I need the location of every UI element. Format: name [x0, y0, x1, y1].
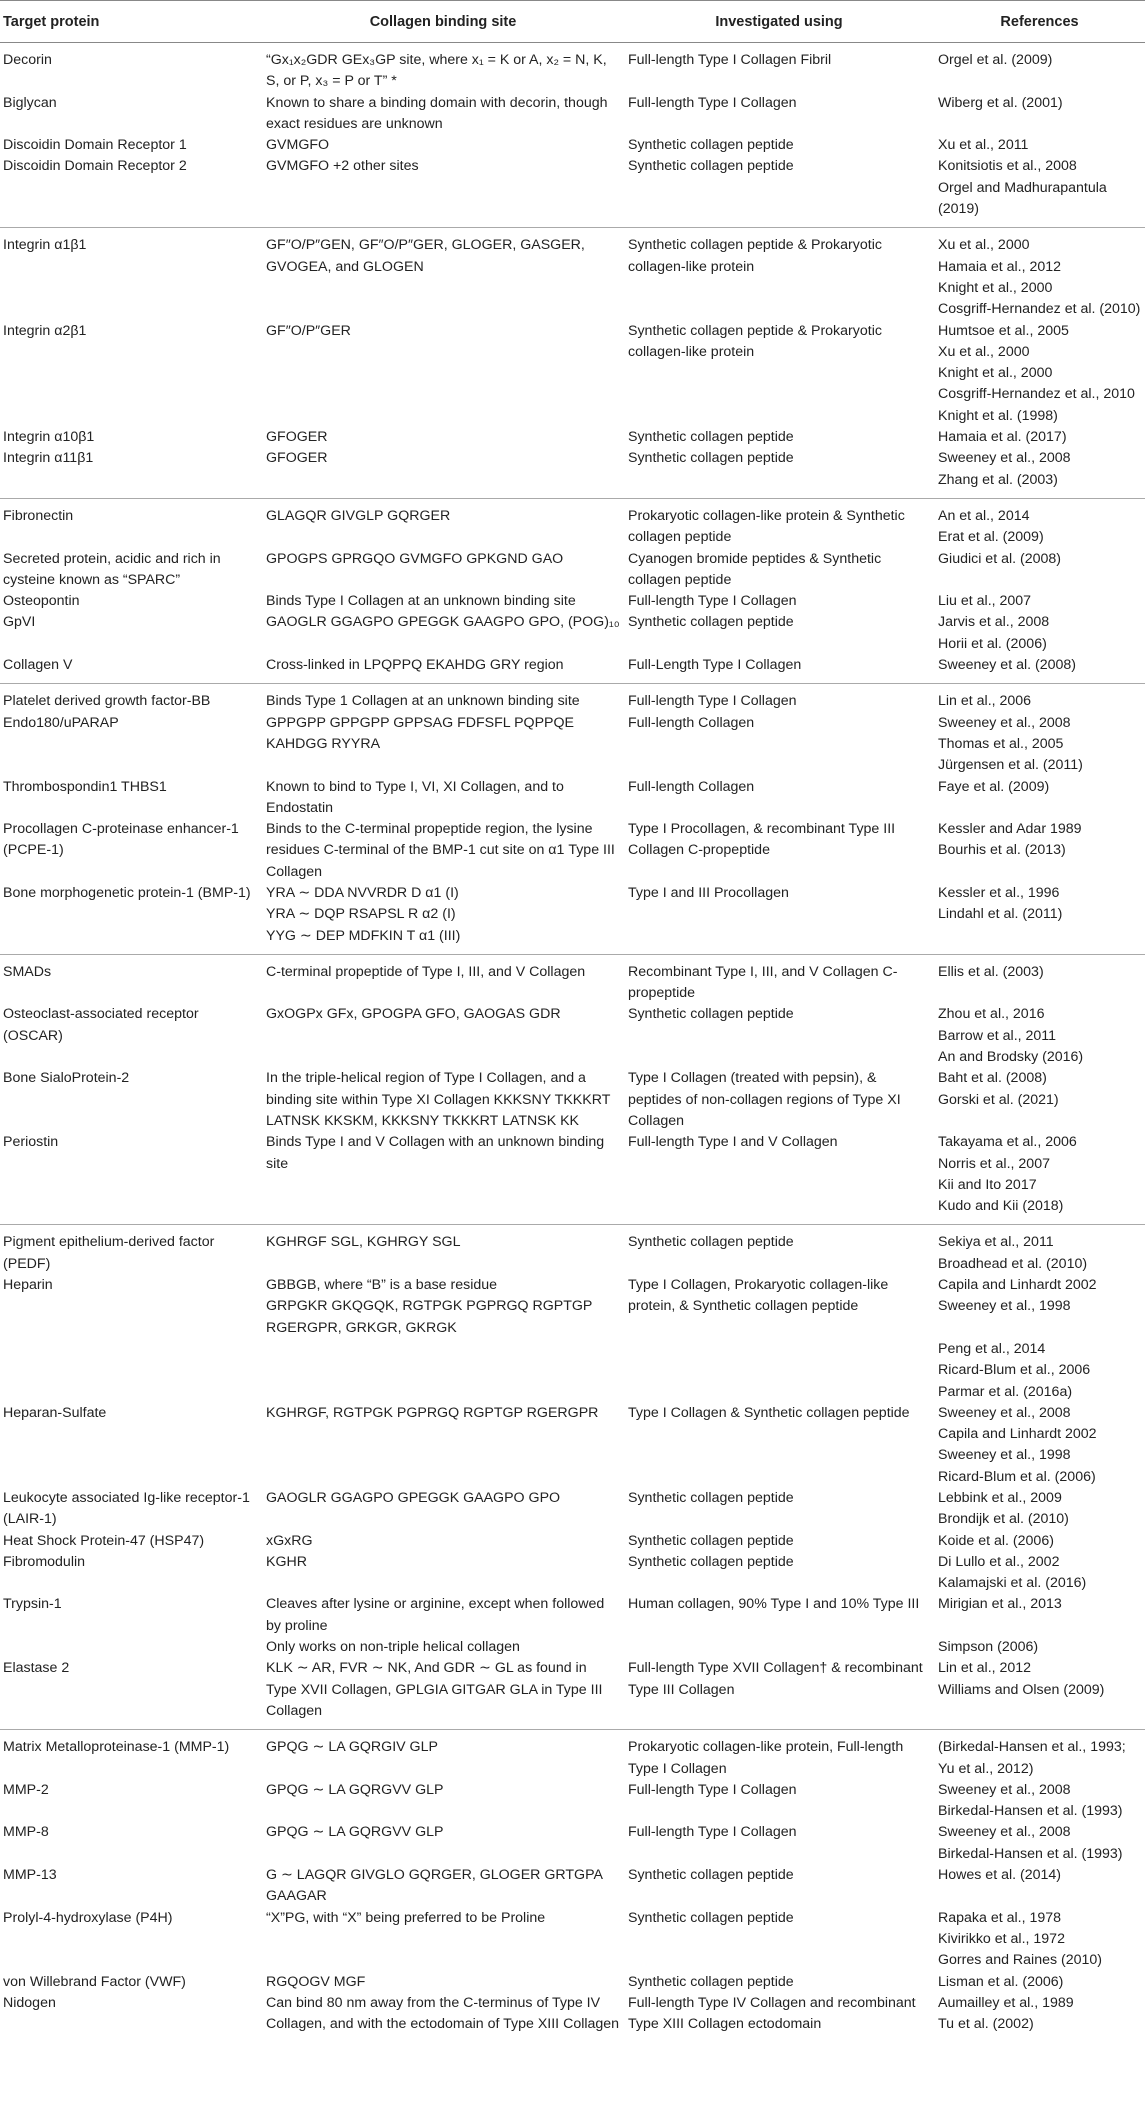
binding-site-cell: xGxRG: [266, 1532, 313, 1549]
target-protein-cell: Fibronectin: [3, 507, 74, 524]
references-cell: Liu et al., 2007: [938, 593, 1032, 610]
target-protein-cell: Fibromodulin: [3, 1553, 86, 1570]
table-row: [0, 1403, 1145, 1488]
table-row: [0, 1132, 1145, 1225]
table-row: [0, 1552, 1145, 1595]
investigated-using-cell: Synthetic collagen peptide: [624, 156, 934, 227]
target-protein-cell: Procollagen C-proteinase enhancer-1 (PCPE-1): [3, 821, 239, 859]
target-protein-cell: Matrix Metalloproteinase-1 (MMP-1): [3, 1739, 230, 1756]
table-row: [0, 427, 1145, 448]
binding-site-cell: KGHRGF SGL, KGHRGY SGL: [266, 1234, 461, 1251]
target-protein-cell: Secreted protein, acidic and rich in cysteine known as “SPARC”: [3, 550, 221, 588]
target-protein-cell: Integrin α11β1: [0, 448, 262, 498]
binding-site-cell: G ∼ LAGQR GIVGLO GQRGER, GLOGER GRTGPA GAAGAR: [266, 1867, 603, 1905]
table-row: [0, 228, 1145, 321]
binding-site-cell: GPPGPP GPPGPP GPPSAG FDFSFL PQPPQE KAHDGG RYYRA: [266, 714, 575, 752]
references-cell: Xu et al., 2011: [938, 137, 1029, 154]
investigated-using-cell: Full-length Type IV Collagen and recombinant Type XIII Collagen ectodomain: [628, 1994, 916, 2033]
investigated-using-cell: Synthetic collagen peptide: [628, 1490, 794, 1506]
header-collagen-binding-site: Collagen binding site: [262, 1, 624, 43]
header-investigated-using: Investigated using: [624, 1, 934, 43]
investigated-using-cell: Full-length Collagen: [628, 714, 755, 731]
references-cell: Lin et al., 2012 Williams and Olsen (2009): [934, 1658, 1145, 1729]
references-cell: Mirigian et al., 2013 Simpson (2006): [938, 1596, 1062, 1656]
target-protein-cell: Nidogen: [3, 1994, 56, 2011]
table-row: [0, 549, 1145, 592]
references-cell: Lin et al., 2006: [938, 693, 1032, 710]
header-references: References: [934, 1, 1145, 43]
table-row: [0, 591, 1145, 612]
investigated-using-cell: Synthetic collagen peptide: [628, 137, 794, 154]
table-row: [0, 93, 1145, 136]
references-cell: Giudici et al. (2008): [938, 550, 1062, 567]
investigated-using-cell: Synthetic collagen peptide: [624, 448, 934, 498]
references-cell: Lebbink et al., 2009 Brondijk et al. (2010): [938, 1490, 1069, 1528]
investigated-using-cell: Full-length Collagen: [628, 778, 755, 795]
investigated-using-cell: Synthetic collagen peptide & Prokaryotic collagen-like protein: [628, 237, 882, 275]
table-header: [0, 1, 1145, 43]
investigated-using-cell: Full-length Type I Collagen: [628, 593, 797, 610]
table-row: [0, 1972, 1145, 1993]
table-row: [0, 43, 1145, 93]
target-protein-cell: MMP-2: [3, 1781, 49, 1798]
references-cell: Sweeney et al., 2008 Birkedal-Hansen et al. (1993): [938, 1824, 1123, 1862]
references-cell: Capila and Linhardt 2002 Sweeney et al., 1998 Peng et al., 2014 Ricard-Blum et al., 2006 Parmar et al. (2016a): [938, 1277, 1097, 1400]
investigated-using-cell: Full-length Type I Collagen: [628, 1781, 797, 1798]
table-row: [0, 498, 1145, 548]
investigated-using-cell: Type I Collagen & Synthetic collagen peptide: [628, 1404, 910, 1421]
binding-site-cell: KLK ∼ AR, FVR ∼ NK, And GDR ∼ GL as found in Type XVII Collagen, GPLGIA GITGAR GLA in Type III Collagen: [262, 1658, 624, 1729]
references-cell: Sweeney et al., 2008 Capila and Linhardt 2002 Sweeney et al., 1998 Ricard-Blum et al. (2006): [938, 1404, 1097, 1485]
binding-site-cell: RGQOGV MGF: [266, 1973, 366, 1990]
references-cell: Jarvis et al., 2008 Horii et al. (2006): [938, 614, 1050, 652]
references-cell: Konitsiotis et al., 2008 Orgel and Madhurapantula (2019): [934, 156, 1145, 227]
references-cell: Sekiya et al., 2011 Broadhead et al. (2010): [938, 1234, 1088, 1272]
target-protein-cell: Platelet derived growth factor-BB: [3, 693, 211, 710]
investigated-using-cell: Synthetic collagen peptide: [628, 1234, 794, 1251]
header-target-protein: Target protein: [0, 1, 262, 43]
investigated-using-cell: Synthetic collagen peptide & Prokaryotic collagen-like protein: [628, 322, 882, 360]
target-protein-cell: Discoidin Domain Receptor 1: [3, 137, 187, 154]
references-cell: Ellis et al. (2003): [938, 963, 1044, 980]
header-row: [0, 1, 1145, 43]
binding-site-cell: C-terminal propeptide of Type I, III, and V Collagen: [266, 963, 586, 980]
target-protein-cell: Heparin: [3, 1277, 53, 1294]
target-protein-cell: Heparan-Sulfate: [3, 1404, 107, 1421]
binding-site-cell: GFOGER: [266, 429, 328, 446]
table-row: [0, 1594, 1145, 1658]
table-row: [0, 448, 1145, 498]
target-protein-cell: Discoidin Domain Receptor 2: [0, 156, 262, 227]
binding-site-cell: GPQG ∼ LA GQRGVV GLP: [266, 1781, 444, 1798]
references-cell: Humtsoe et al., 2005 Xu et al., 2000 Knight et al., 2000 Cosgriff-Hernandez et al., 2010 Knight et al. (1998): [938, 322, 1135, 424]
investigated-using-cell: Full-length Type I and V Collagen: [624, 1132, 934, 1225]
target-protein-cell: Osteopontin: [3, 593, 80, 610]
table-row: [0, 135, 1145, 156]
table-row: [0, 1275, 1145, 1403]
target-protein-cell: Heat Shock Protein-47 (HSP47): [3, 1532, 205, 1549]
references-cell: Koide et al. (2006): [938, 1532, 1054, 1549]
references-cell: An et al., 2014 Erat et al. (2009): [938, 507, 1044, 546]
target-protein-cell: Leukocyte associated Ig-like receptor-1 (LAIR-1): [3, 1490, 250, 1528]
binding-site-cell: Binds Type I and V Collagen with an unknown binding site: [262, 1132, 624, 1225]
target-protein-cell: Osteoclast-associated receptor (OSCAR): [3, 1006, 199, 1044]
binding-site-cell: Cleaves after lysine or arginine, except when followed by proline Only works on non-triple helical collagen: [266, 1596, 605, 1656]
table-row: [0, 1993, 1145, 2043]
investigated-using-cell: Full-length Type I Collagen Fibril: [628, 52, 832, 68]
references-cell: Aumailley et al., 1989 Tu et al. (2002): [938, 1994, 1074, 2033]
binding-site-cell: “X”PG, with “X” being preferred to be Proline: [266, 1909, 546, 1926]
target-protein-cell: GpVI: [3, 614, 36, 631]
target-protein-cell: Integrin α1β1: [3, 237, 87, 254]
investigated-using-cell: Full-length Type I Collagen: [628, 693, 797, 710]
table-row: [0, 1225, 1145, 1275]
table-row: [0, 777, 1145, 820]
table-row: [0, 655, 1145, 684]
binding-site-cell: Binds Type 1 Collagen at an unknown binding site: [266, 693, 580, 710]
table-row: [0, 1658, 1145, 1729]
target-protein-cell: von Willebrand Factor (VWF): [3, 1973, 186, 1990]
investigated-using-cell: Type I and III Procollagen: [624, 883, 934, 954]
investigated-using-cell: Type I Procollagen, & recombinant Type III Collagen C-propeptide: [628, 821, 896, 859]
binding-site-cell: GPQG ∼ LA GQRGVV GLP: [266, 1824, 444, 1841]
target-protein-cell: SMADs: [3, 963, 52, 980]
references-cell: Takayama et al., 2006 Norris et al., 2007 Kii and Ito 2017 Kudo and Kii (2018): [934, 1132, 1145, 1225]
investigated-using-cell: Synthetic collagen peptide: [628, 429, 794, 446]
investigated-using-cell: Synthetic collagen peptide: [628, 1909, 794, 1926]
target-protein-cell: Integrin α2β1: [3, 322, 87, 339]
investigated-using-cell: Type I Collagen (treated with pepsin), & peptides of non-collagen regions of Type XI Collagen: [628, 1070, 901, 1129]
binding-site-cell: “Gx₁x₂GDR GEx₃GP site, where x₁ = K or A, x₂ = N, K, S, or P, x₃ = P or T” *: [266, 52, 607, 90]
investigated-using-cell: Synthetic collagen peptide: [628, 1973, 794, 1990]
binding-site-cell: GVMGFO: [266, 137, 330, 154]
table-row: [0, 1908, 1145, 1972]
binding-site-cell: YRA ∼ DDA NVVRDR D α1 (I) YRA ∼ DQP RSAPSL R α2 (I) YYG ∼ DEP MDFKIN T α1 (III): [262, 883, 624, 954]
binding-site-cell: GAOGLR GGAGPO GPEGGK GAAGPO GPO, (POG)₁₀: [266, 614, 620, 631]
references-cell: Wiberg et al. (2001): [938, 94, 1063, 111]
references-cell: Hamaia et al. (2017): [938, 429, 1067, 446]
table-row: [0, 156, 1145, 227]
binding-site-cell: GF″O/P″GEN, GF″O/P″GER, GLOGER, GASGER, GVOGEA, and GLOGEN: [266, 237, 585, 275]
investigated-using-cell: Synthetic collagen peptide: [628, 1532, 794, 1549]
table-row: [0, 612, 1145, 655]
table-row: [0, 1004, 1145, 1068]
target-protein-cell: Pigment epithelium-derived factor (PEDF): [3, 1234, 215, 1272]
references-cell: Orgel et al. (2009): [938, 52, 1053, 68]
references-cell: Sweeney et al., 2008 Zhang et al. (2003): [934, 448, 1145, 498]
investigated-using-cell: Recombinant Type I, III, and V Collagen C-propeptide: [628, 963, 898, 1002]
binding-site-cell: KGHRGF, RGTPGK PGPRGQ RGPTGP RGERGPR: [266, 1404, 599, 1421]
investigated-using-cell: Synthetic collagen peptide: [628, 1867, 794, 1884]
binding-site-cell: GxOGPx GFx, GPOGPA GFO, GAOGAS GDR: [266, 1006, 561, 1023]
table-row: [0, 1865, 1145, 1908]
references-cell: Xu et al., 2000 Hamaia et al., 2012 Knight et al., 2000 Cosgriff-Hernandez et al. (2010): [938, 237, 1141, 318]
investigated-using-cell: Full-length Type I Collagen: [628, 94, 797, 111]
target-protein-cell: Bone SialoProtein-2: [3, 1070, 130, 1087]
investigated-using-cell: Full-length Type I Collagen: [628, 1824, 797, 1841]
target-protein-cell: Collagen V: [0, 655, 262, 684]
target-protein-cell: Decorin: [3, 52, 52, 68]
references-cell: Sweeney et al. (2008): [934, 655, 1145, 684]
target-protein-cell: Endo180/uPARAP: [3, 714, 119, 731]
table-row: [0, 684, 1145, 713]
target-protein-cell: Thrombospondin1 THBS1: [3, 778, 167, 795]
references-cell: Faye et al. (2009): [938, 778, 1050, 795]
target-protein-cell: MMP-8: [3, 1824, 49, 1841]
investigated-using-cell: Type I Collagen, Prokaryotic collagen-like protein, & Synthetic collagen peptide: [628, 1277, 889, 1315]
table-row: [0, 713, 1145, 777]
investigated-using-cell: Prokaryotic collagen-like protein & Synthetic collagen peptide: [628, 507, 905, 546]
table-row: [0, 883, 1145, 954]
table-row: [0, 1780, 1145, 1823]
table-row: [0, 1531, 1145, 1552]
binding-site-cell: Binds Type I Collagen at an unknown binding site: [266, 593, 576, 610]
references-cell: Sweeney et al., 2008 Birkedal-Hansen et al. (1993): [938, 1781, 1123, 1820]
binding-site-cell: GPQG ∼ LA GQRGIV GLP: [266, 1739, 438, 1756]
references-cell: Howes et al. (2014): [938, 1867, 1062, 1884]
investigated-using-cell: Cyanogen bromide peptides & Synthetic collagen peptide: [628, 550, 882, 588]
table-row: [0, 819, 1145, 883]
investigated-using-cell: Prokaryotic collagen-like protein, Full-length Type I Collagen: [628, 1739, 904, 1777]
table-body: [0, 43, 1145, 2043]
investigated-using-cell: Full-Length Type I Collagen: [624, 655, 934, 684]
binding-site-cell: GVMGFO +2 other sites: [262, 156, 624, 227]
target-protein-cell: Periostin: [0, 1132, 262, 1225]
references-cell: Di Lullo et al., 2002 Kalamajski et al. (2016): [938, 1553, 1087, 1592]
investigated-using-cell: Synthetic collagen peptide: [628, 1006, 794, 1023]
references-cell: (Birkedal-Hansen et al., 1993; Yu et al., 2012): [938, 1739, 1126, 1777]
references-cell: Kessler and Adar 1989 Bourhis et al. (2013): [938, 821, 1082, 859]
binding-site-cell: GLAGQR GIVGLP GQRGER: [266, 507, 451, 524]
investigated-using-cell: Full-length Type XVII Collagen† & recombinant Type III Collagen: [624, 1658, 934, 1729]
target-protein-cell: MMP-13: [3, 1867, 57, 1884]
table-row: [0, 954, 1145, 1004]
investigated-using-cell: Human collagen, 90% Type I and 10% Type III: [628, 1596, 920, 1613]
target-protein-cell: Trypsin-1: [3, 1596, 62, 1613]
investigated-using-cell: Synthetic collagen peptide: [628, 1553, 794, 1570]
references-cell: Lisman et al. (2006): [938, 1973, 1064, 1990]
binding-site-cell: Known to bind to Type I, VI, XI Collagen, and to Endostatin: [266, 778, 564, 816]
binding-site-cell: GPOGPS GPRGQO GVMGFO GPKGND GAO: [266, 550, 564, 567]
investigated-using-cell: Synthetic collagen peptide: [628, 614, 794, 631]
target-protein-cell: Elastase 2: [0, 1658, 262, 1729]
references-cell: Sweeney et al., 2008 Thomas et al., 2005 Jürgensen et al. (2011): [938, 714, 1083, 774]
table-row: [0, 321, 1145, 427]
table-row: [0, 1822, 1145, 1865]
target-protein-cell: Prolyl-4-hydroxylase (P4H): [3, 1909, 173, 1926]
target-protein-cell: Bone morphogenetic protein-1 (BMP-1): [0, 883, 262, 954]
target-protein-cell: Biglycan: [3, 94, 57, 111]
references-cell: Rapaka et al., 1978 Kivirikko et al., 1972 Gorres and Raines (2010): [938, 1909, 1103, 1969]
binding-site-cell: Can bind 80 nm away from the C-terminus of Type IV Collagen, and with the ectodomain of Type XIII Collagen: [266, 1994, 620, 2033]
references-cell: Baht et al. (2008) Gorski et al. (2021): [938, 1070, 1059, 1108]
binding-site-cell: GFOGER: [262, 448, 624, 498]
table-row: [0, 1068, 1145, 1132]
binding-site-cell: GF″O/P″GER: [266, 322, 351, 339]
binding-site-cell: GBBGB, where “B” is a base residue GRPGKR GKQGQK, RGTPGK PGPRGQ RGPTGP RGERGPR, GRKGR, GKRGK: [266, 1277, 593, 1336]
target-protein-cell: Integrin α10β1: [3, 429, 95, 446]
binding-site-cell: KGHR: [266, 1553, 307, 1570]
references-cell: Zhou et al., 2016 Barrow et al., 2011 An and Brodsky (2016): [938, 1006, 1084, 1066]
binding-site-cell: Binds to the C-terminal propeptide region, the lysine residues C-terminal of the BMP-1 cut site on α1 Type III Collagen: [266, 821, 615, 880]
references-cell: Kessler et al., 1996 Lindahl et al. (2011): [934, 883, 1145, 954]
table-row: [0, 1730, 1145, 1780]
binding-site-cell: Cross-linked in LPQPPQ EKAHDG GRY region: [262, 655, 624, 684]
binding-site-cell: In the triple-helical region of Type I Collagen, and a binding site within Type XI Collagen KKKSNY TKKKRT LATNSK KKSKM, KKKSNY TKKKRT LATNSK KK: [266, 1070, 611, 1129]
binding-site-cell: GAOGLR GGAGPO GPEGGK GAAGPO GPO: [266, 1490, 561, 1506]
table-row: [0, 1488, 1145, 1531]
binding-site-cell: Known to share a binding domain with decorin, though exact residues are unknown: [266, 94, 608, 132]
